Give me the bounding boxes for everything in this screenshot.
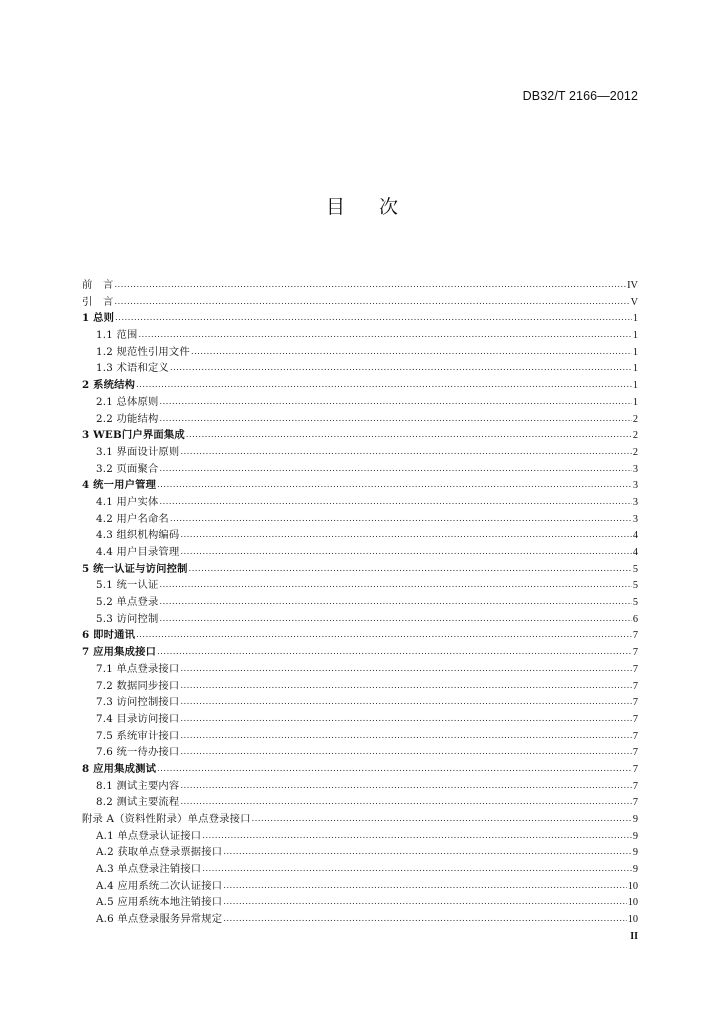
toc-entry-page: 7: [632, 747, 638, 759]
toc-leader-dots: [159, 460, 631, 478]
toc-leader-dots: [223, 910, 626, 928]
toc-entry[interactable]: [82, 411, 638, 428]
toc-entry-label: 5.1 统一认证: [96, 579, 159, 592]
toc-entry[interactable]: [82, 794, 638, 811]
toc-entry-label: 4 统一用户管理: [82, 479, 157, 492]
toc-entry-label: 7.3 访问控制接口: [96, 696, 180, 709]
toc-entry-page: 1: [632, 330, 638, 342]
toc-leader-dots: [223, 893, 626, 911]
toc-leader-dots: [180, 727, 631, 745]
toc-entry-page: IV: [627, 280, 638, 291]
toc-leader-dots: [180, 443, 631, 461]
toc-entry-label: 8.2 测试主要流程: [96, 796, 180, 809]
toc-entry-label: 7.4 目录访问接口: [96, 712, 180, 725]
toc-entry-page: 3: [632, 480, 638, 492]
toc-entry-label: 2.2 功能结构: [96, 412, 159, 425]
toc-entry-label: 7 应用集成接口: [82, 646, 157, 659]
toc-entry-label: 1 总则: [82, 312, 115, 325]
toc-leader-dots: [252, 810, 632, 828]
toc-entry-page: 2: [632, 413, 638, 425]
toc-entry-label: 5.2 单点登录: [96, 596, 159, 609]
toc-entry[interactable]: [82, 728, 638, 745]
toc-entry-label: 前 言: [82, 279, 114, 291]
toc-entry-page: 5: [632, 563, 638, 575]
toc-entry-label: A.1 单点登录认证接口: [96, 829, 202, 842]
toc-entry[interactable]: [82, 444, 638, 461]
toc-entry-page: 1: [632, 396, 638, 408]
toc-entry[interactable]: [82, 527, 638, 544]
document-code: DB32/T 2166—2012: [522, 89, 638, 103]
toc-entry-page: 4: [632, 547, 638, 558]
toc-entry[interactable]: [82, 594, 638, 611]
toc-entry-label: 4.2 用户名命名: [96, 512, 169, 525]
toc-entry[interactable]: [82, 744, 638, 761]
toc-entry-page: 10: [627, 880, 638, 892]
toc-entry[interactable]: [82, 461, 638, 478]
toc-leader-dots: [136, 626, 632, 644]
toc-entry-label: 引 言: [82, 295, 114, 308]
toc-leader-dots: [159, 610, 631, 628]
toc-leader-dots: [223, 843, 632, 861]
toc-leader-dots: [180, 526, 631, 544]
toc-entry-label: 4.1 用户实体: [96, 495, 159, 508]
toc-entry-label: 5.3 访问控制: [96, 612, 159, 625]
toc-leader-dots: [202, 860, 632, 878]
toc-entry[interactable]: [82, 561, 638, 578]
toc-entry[interactable]: [82, 878, 638, 895]
toc-leader-dots: [157, 760, 632, 778]
toc-entry-page: 9: [632, 847, 638, 859]
toc-entry-page: 4: [632, 530, 638, 542]
toc-leader-dots: [180, 677, 631, 695]
toc-entry[interactable]: [82, 644, 638, 661]
toc-leader-dots: [157, 643, 632, 661]
toc-entry[interactable]: [82, 627, 638, 644]
toc-leader-dots: [189, 560, 632, 578]
toc-entry-label: 1.2 规范性引用文件: [96, 345, 190, 358]
toc-leader-dots: [136, 376, 632, 394]
toc-entry[interactable]: [82, 828, 638, 845]
toc-entry-label: 7.2 数据同步接口: [96, 679, 180, 692]
toc-entry[interactable]: [82, 344, 638, 361]
toc-leader-dots: [115, 293, 630, 311]
toc-entry-label: 1.3 术语和定义: [96, 362, 169, 375]
toc-entry-label: 7.6 统一待办接口: [96, 746, 180, 759]
toc-entry-label: 4.4 用户目录管理: [96, 546, 180, 558]
toc-leader-dots: [159, 576, 631, 594]
toc-entry[interactable]: [82, 294, 638, 311]
toc-entry-label: 5 统一认证与访问控制: [82, 562, 188, 575]
toc-entry-label: A.4 应用系统二次认证接口: [96, 879, 223, 892]
toc-entry-page: 10: [627, 897, 638, 909]
toc-leader-dots: [170, 510, 632, 528]
toc-leader-dots: [159, 410, 631, 428]
toc-entry[interactable]: [82, 778, 638, 795]
toc-entry[interactable]: [82, 310, 638, 327]
toc-entry-label: A.2 获取单点登录票据接口: [96, 846, 223, 859]
toc-entry[interactable]: [82, 711, 638, 728]
toc-leader-dots: [157, 476, 632, 494]
toc-entry-page: 9: [632, 864, 638, 876]
toc-entry-page: V: [630, 296, 638, 308]
toc-entry[interactable]: [82, 577, 638, 594]
toc-entry[interactable]: [82, 511, 638, 528]
toc-entry-label: 7.5 系统审计接口: [96, 729, 180, 742]
toc-entry-page: 7: [632, 713, 638, 725]
toc-entry-page: 2: [632, 430, 638, 442]
toc-leader-dots: [180, 710, 631, 728]
toc-leader-dots: [202, 827, 632, 845]
toc-entry-page: 5: [632, 597, 638, 609]
toc-entry[interactable]: [82, 277, 638, 294]
toc-entry-page: 9: [632, 814, 638, 825]
toc-leader-dots: [180, 543, 631, 561]
toc-entry-page: 5: [632, 580, 638, 592]
toc-entry-page: 1: [632, 346, 638, 358]
toc-entry-label: 2 系统结构: [82, 379, 136, 392]
toc-entry-page: 7: [632, 780, 638, 792]
table-of-contents: [82, 277, 638, 928]
toc-leader-dots: [191, 343, 632, 361]
toc-entry-label: 2.1 总体原则: [96, 395, 159, 408]
toc-entry-label: 1.1 范围: [96, 329, 138, 342]
toc-entry-page: 7: [632, 680, 638, 692]
toc-entry-page: 7: [632, 730, 638, 742]
toc-leader-dots: [159, 393, 631, 411]
toc-entry-page: 7: [632, 647, 638, 659]
toc-entry-label: 8.1 测试主要内容: [96, 779, 180, 792]
toc-entry[interactable]: [82, 377, 638, 394]
toc-entry[interactable]: [82, 861, 638, 878]
toc-entry-page: 7: [632, 630, 638, 642]
toc-entry[interactable]: [82, 811, 638, 828]
toc-leader-dots: [115, 309, 632, 327]
toc-entry-page: 7: [632, 797, 638, 809]
toc-entry[interactable]: [82, 477, 638, 494]
toc-leader-dots: [180, 777, 631, 795]
toc-entry-label: 7.1 单点登录接口: [96, 662, 180, 675]
toc-entry-label: 附录 A（资料性附录）单点登录接口: [82, 813, 251, 825]
toc-leader-dots: [186, 426, 632, 444]
toc-entry-page: 1: [632, 380, 638, 392]
toc-entry[interactable]: [82, 761, 638, 778]
toc-entry-label: A.3 单点登录注销接口: [96, 863, 202, 876]
toc-entry-label: 4.3 组织机构编码: [96, 529, 180, 542]
toc-entry[interactable]: [82, 694, 638, 711]
toc-entry[interactable]: [82, 894, 638, 911]
toc-entry-page: 10: [627, 914, 638, 926]
toc-entry[interactable]: [82, 327, 638, 344]
toc-entry-page: 2: [632, 446, 638, 458]
toc-entry-page: 1: [632, 363, 638, 375]
toc-entry[interactable]: [82, 911, 638, 928]
page-number: II: [630, 931, 638, 942]
toc-entry[interactable]: [82, 494, 638, 511]
toc-entry-label: A.6 单点登录服务异常规定: [96, 913, 223, 926]
toc-entry[interactable]: [82, 661, 638, 678]
page-title: 目次: [325, 196, 432, 218]
toc-entry[interactable]: [82, 611, 638, 628]
toc-leader-dots: [180, 793, 631, 811]
toc-leader-dots: [180, 693, 631, 711]
toc-leader-dots: [180, 743, 631, 761]
toc-entry-page: 1: [632, 313, 638, 325]
toc-leader-dots: [159, 493, 631, 511]
toc-entry-label: 3.2 页面聚合: [96, 462, 159, 475]
toc-leader-dots: [170, 359, 632, 377]
toc-leader-dots: [180, 660, 631, 678]
toc-entry-page: 3: [632, 463, 638, 475]
toc-entry[interactable]: [82, 427, 638, 444]
toc-leader-dots: [138, 326, 631, 344]
toc-entry-page: 3: [632, 496, 638, 508]
toc-entry[interactable]: [82, 844, 638, 861]
toc-entry-page: 6: [632, 613, 638, 625]
toc-entry[interactable]: [82, 360, 638, 377]
toc-entry[interactable]: [82, 394, 638, 411]
toc-leader-dots: [159, 593, 631, 611]
toc-entry-page: 7: [632, 763, 638, 775]
toc-entry-label: 3 WEB门户界面集成: [82, 429, 185, 442]
toc-leader-dots: [115, 276, 627, 294]
toc-entry[interactable]: [82, 544, 638, 561]
toc-entry[interactable]: [82, 678, 638, 695]
toc-entry-label: 6 即时通讯: [82, 629, 136, 642]
toc-leader-dots: [223, 877, 626, 895]
toc-entry-page: 3: [632, 513, 638, 525]
toc-entry-label: 8 应用集成测试: [82, 762, 157, 775]
toc-entry-label: 3.1 界面设计原则: [96, 445, 180, 458]
toc-entry-page: 7: [632, 697, 638, 709]
toc-entry-page: 7: [632, 663, 638, 675]
toc-entry-page: 9: [632, 830, 638, 842]
toc-entry-label: A.5 应用系统本地注销接口: [96, 896, 223, 909]
